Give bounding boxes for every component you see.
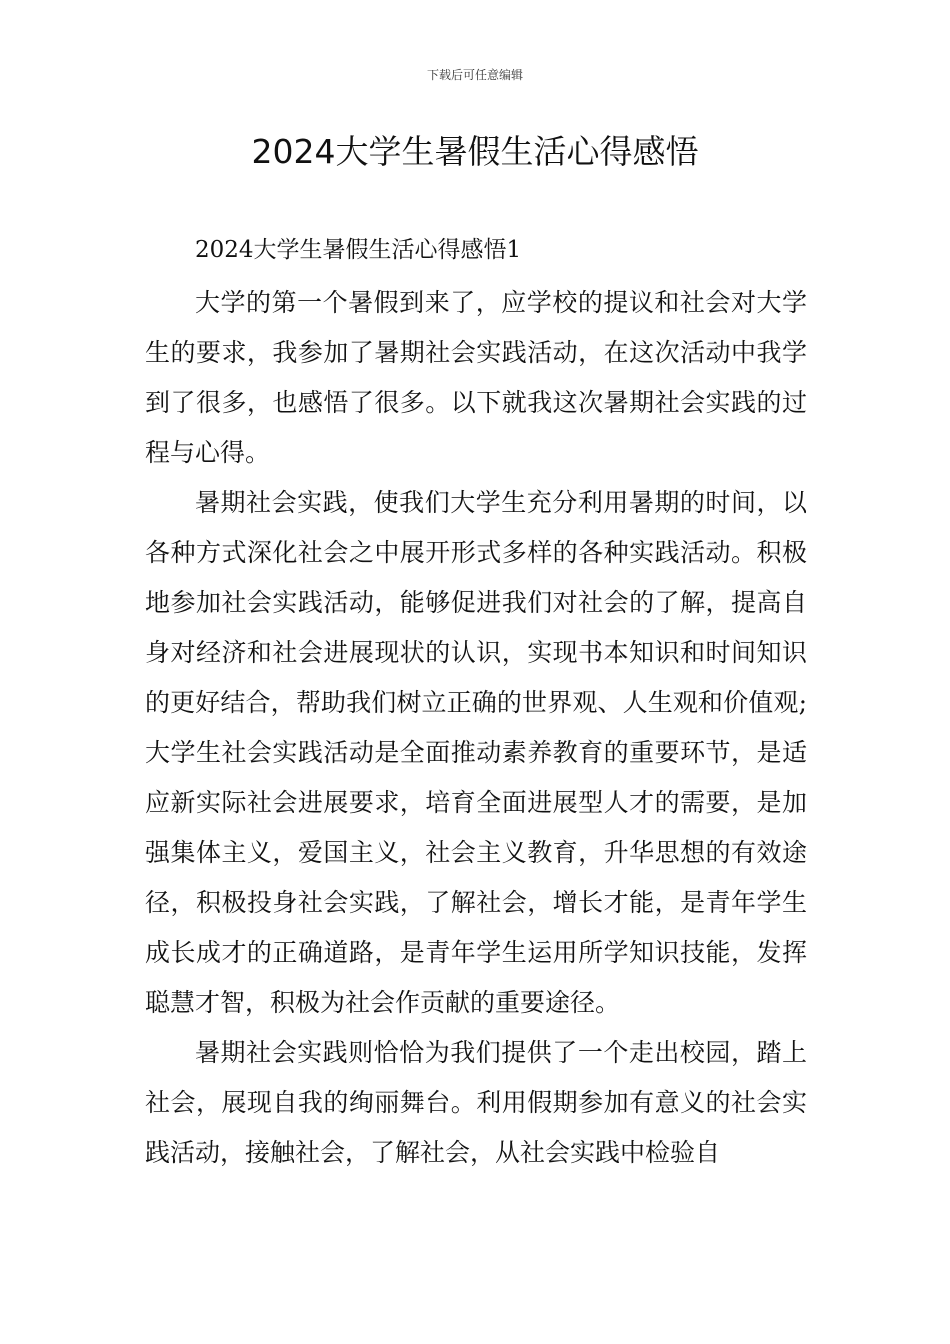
paragraph-3: 暑期社会实践则恰恰为我们提供了一个走出校园，踏上社会，展现自我的绚丽舞台。利用假期参加有意义的社会实践活动，接触社会，了解社会，从社会实践中检验自	[145, 1038, 807, 1167]
section-heading: 2024大学生暑假生活心得感悟1	[195, 237, 522, 263]
paragraph-1: 大学的第一个暑假到来了，应学校的提议和社会对大学生的要求，我参加了暑期社会实践活动，在这次活动中我学到了很多，也感悟了很多。以下就我这次暑期社会实践的过程与心得。	[145, 288, 807, 467]
document-title: 2024大学生暑假生活心得感悟	[251, 132, 699, 171]
paragraph-2: 暑期社会实践，使我们大学生充分利用暑期的时间，以各种方式深化社会之中展开形式多样的各种实践活动。积极地参加社会实践活动，能够促进我们对社会的了解，提高自身对经济和社会进展现状的认识，实现书本知识和时间知识的更好结合，帮助我们树立正确的世界观、人生观和价值观;大学生社会实践活动是全面推动素养教育的重要环节，是适应新实际社会进展要求，培育全面进展型人才的需要，是加强集体主义，爱国主义，社会主义教育，升华思想的有效途径，积极投身社会实践，了解社会，增长才能，是青年学生成长成才的正确道路，是青年学生运用所学知识技能，发挥聪慧才智，积极为社会作贡献的重要途径。	[145, 488, 807, 1017]
header-note: 下载后可任意编辑	[426, 68, 523, 82]
document-body	[145, 222, 807, 1178]
